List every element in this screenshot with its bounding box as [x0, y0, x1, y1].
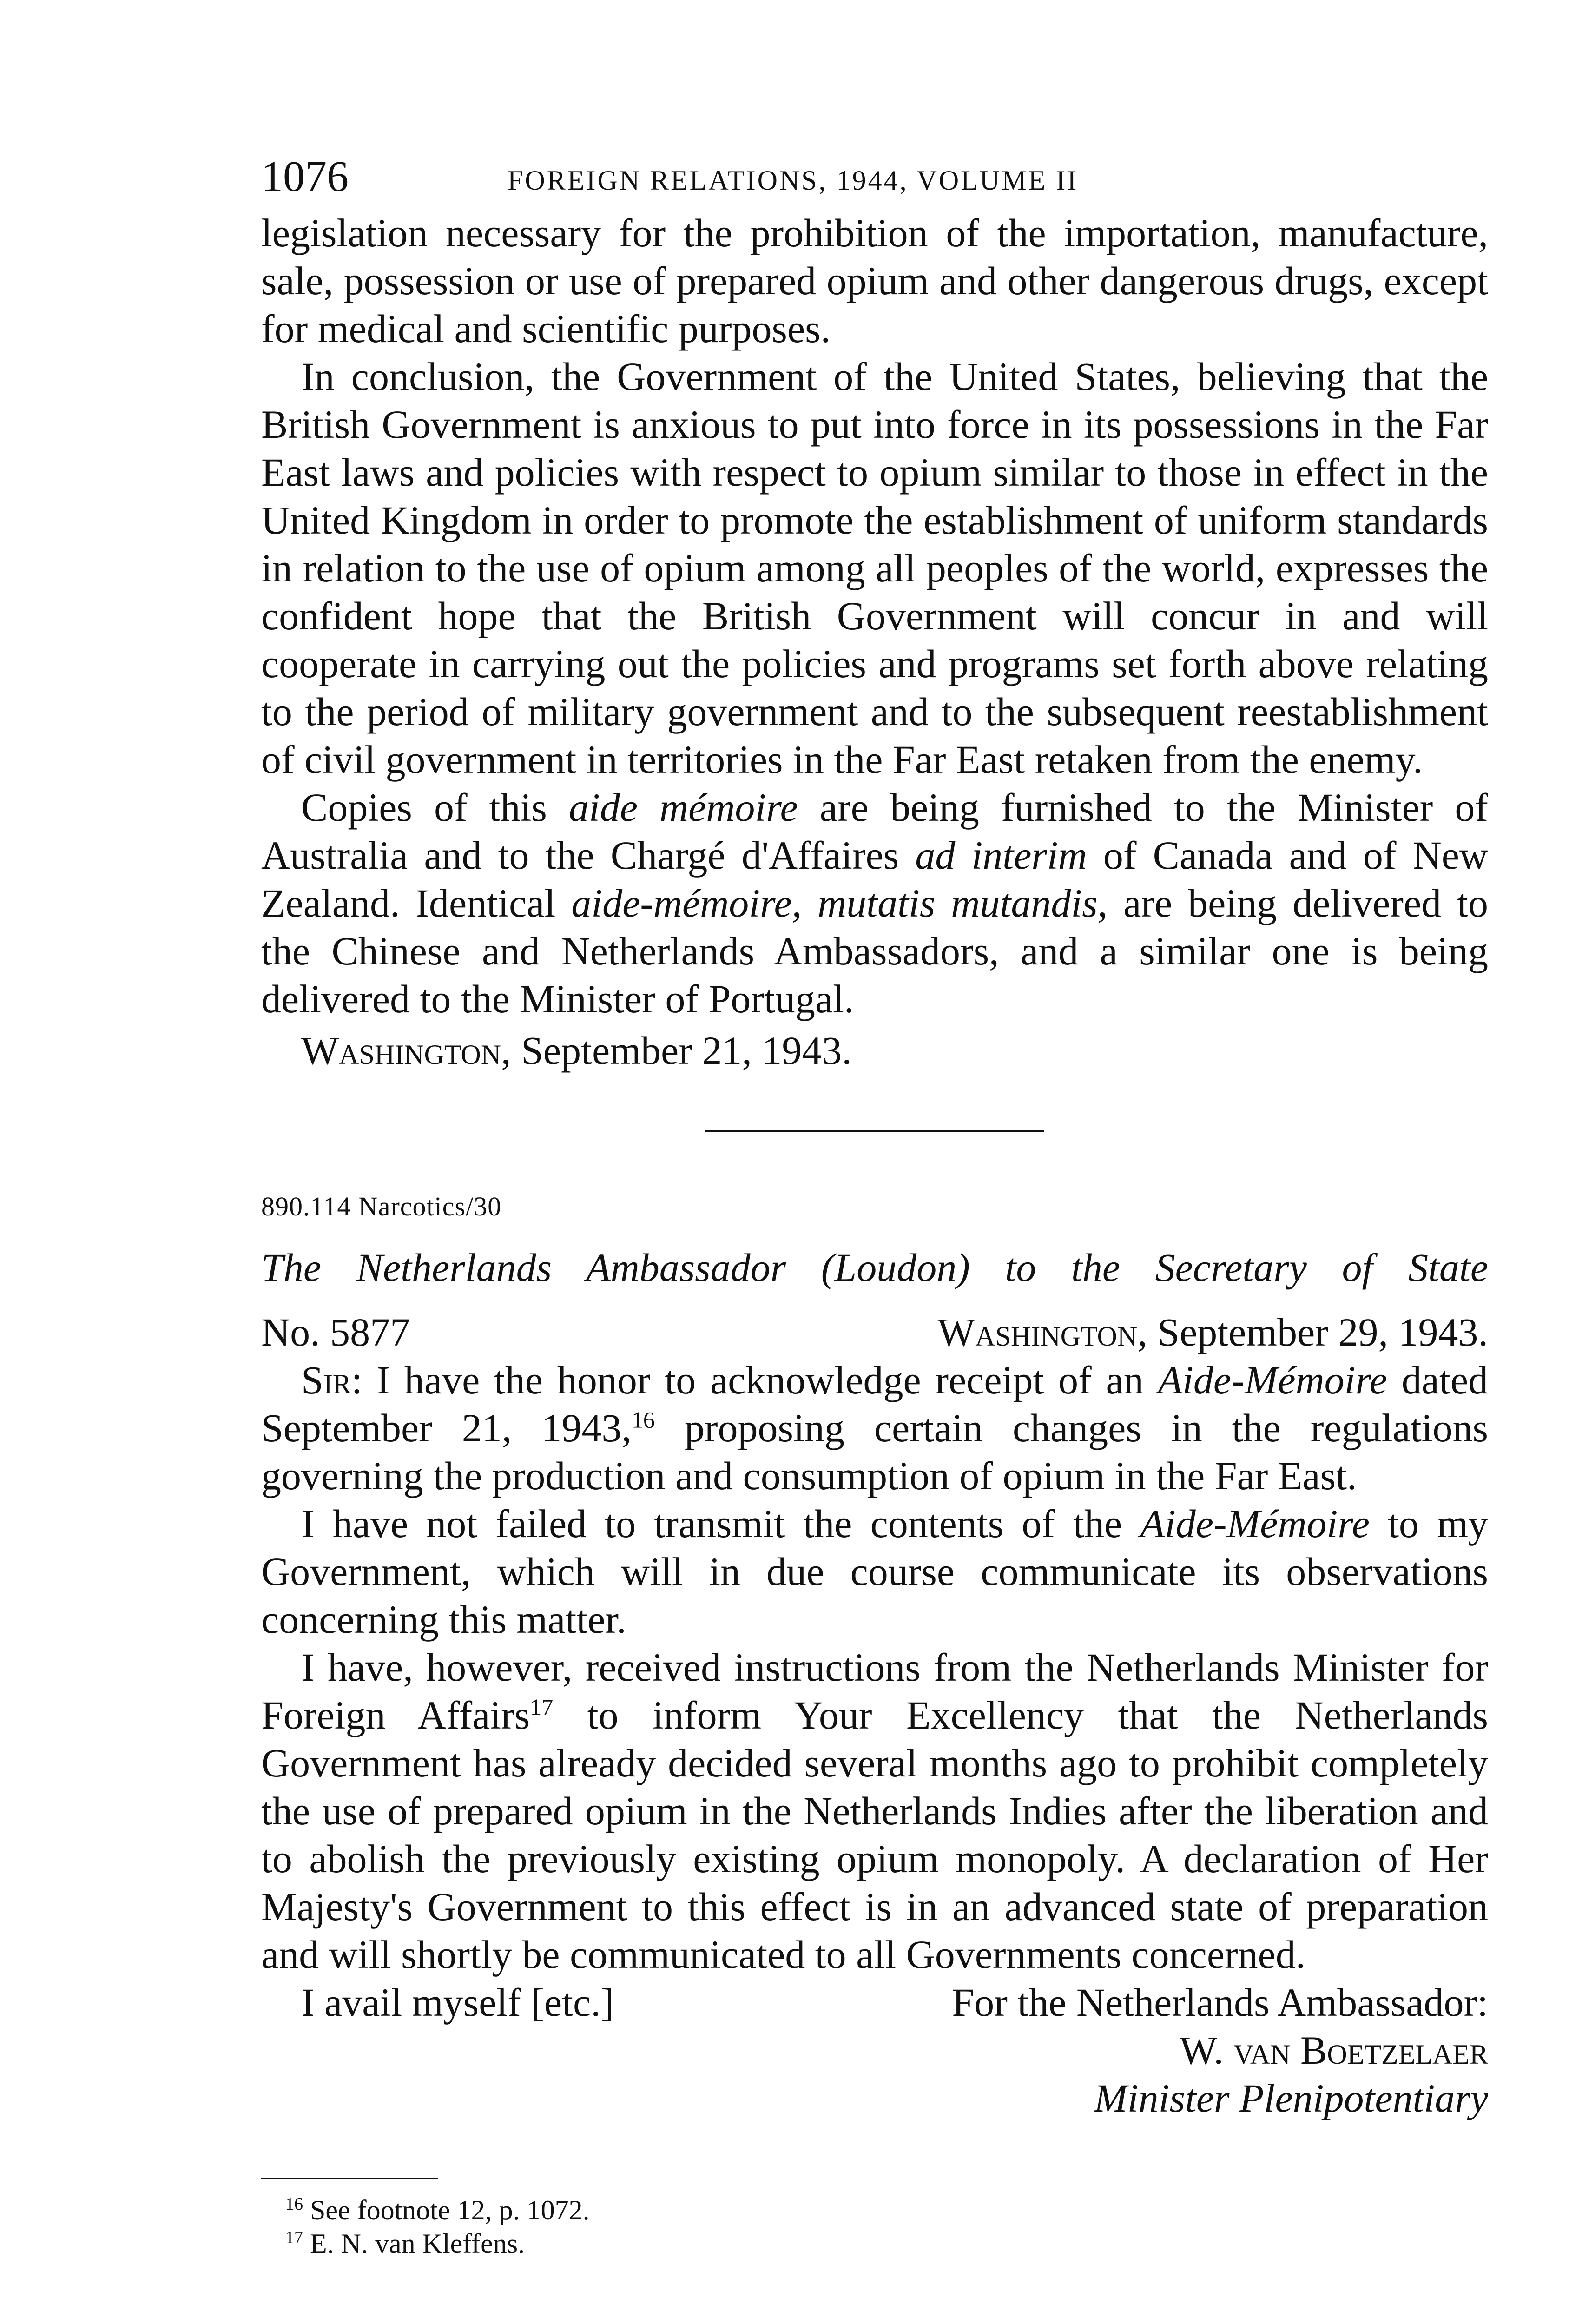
closing-phrase: I avail myself [etc.]	[301, 1980, 614, 2025]
closing-row	[261, 1979, 1488, 2027]
footnote-16: $^{16}$ See footnote 12, p. 1072.	[285, 2194, 590, 2225]
footnote-ref-17: 17	[530, 1694, 554, 1720]
number-date-row	[261, 1308, 1488, 1356]
signature: W. van Boetzelaer	[1180, 2028, 1488, 2073]
footnote-17: $^{17}$ E. N. van Kleffens.	[285, 2228, 525, 2259]
copies-paragraph: Copies of this aide mémoire are being furnished to the Minister of Australia and to the Chargé d'Affaires ad interim of Canada and of New Zealand. Identical aide-mémoire, mutatis mutandis, are being delivered to the Chinese and Netherlands Ambassadors, and a similar one is being delivered to the Minister of Portugal.	[261, 785, 1488, 1021]
document-heading: The Netherlands Ambassador (Loudon) to the Secretary of State	[261, 1245, 1488, 1290]
signature-title: Minister Plenipotentiary	[1094, 2076, 1488, 2120]
running-head	[261, 153, 1488, 209]
salutation: Sir	[301, 1358, 351, 1402]
dateline: Washington, September 21, 1943.	[301, 1028, 852, 1073]
for-ambassador-line: For the Netherlands Ambassador:	[952, 1980, 1488, 2025]
document-dateline: Washington, September 29, 1943.	[937, 1310, 1488, 1354]
document-page	[261, 153, 1488, 2260]
letter-paragraph-1: Sir: I have the honor to acknowledge receipt of an Aide-Mémoire dated September 21, 1943,16 proposing certain changes in the regulations governing the production and consumption of opium in the Far East.	[261, 1358, 1488, 1498]
continuation-paragraph: legislation necessary for the prohibition of the importation, manufacture, sale, possession or use of prepared opium and other dangerous drugs, except for medical and scientific purposes.	[261, 211, 1488, 351]
letter-paragraph-3: I have, however, received instructions from the Netherlands Minister for Foreign Affairs$^{17}$ to inform Your Excellency that the Netherlands Government has already decided several months ago to prohibit completely the use of prepared opium in the Netherlands Indies after the liberation and to abolish the previously existing opium monopoly. A declaration of Her Majesty's Government to this effect is in an advanced state of preparation and will shortly be communicated to all Governments concerned.	[261, 1645, 1488, 1977]
footnote-rule	[261, 2178, 438, 2179]
letter-paragraph-2: I have not failed to transmit the contents of the Aide-Mémoire to my Government, which will in due course communicate its observations concerning this matter.	[261, 1501, 1488, 1642]
page-number: 1076	[261, 152, 349, 201]
section-divider	[705, 1130, 1044, 1132]
document-number: No. 5877	[261, 1310, 410, 1354]
file-number: 890.114 Narcotics/30	[261, 1191, 502, 1221]
conclusion-paragraph: In conclusion, the Government of the United States, believing that the British Government is anxious to put into force in its possessions in the Far East laws and policies with respect to opium similar to those in effect in the United Kingdom in order to promote the establishment of uniform standards in relation to the use of opium among all peoples of the world, expresses the confident hope that the British Government will concur in and will cooperate in carrying out the policies and programs set forth above relating to the period of military government and to the subsequent reestablishment of civil government in territories in the Far East retaken from the enemy.	[261, 354, 1488, 782]
footnote-ref-16: 16	[631, 1406, 655, 1433]
running-title: FOREIGN RELATIONS, 1944, VOLUME II	[508, 165, 1079, 196]
